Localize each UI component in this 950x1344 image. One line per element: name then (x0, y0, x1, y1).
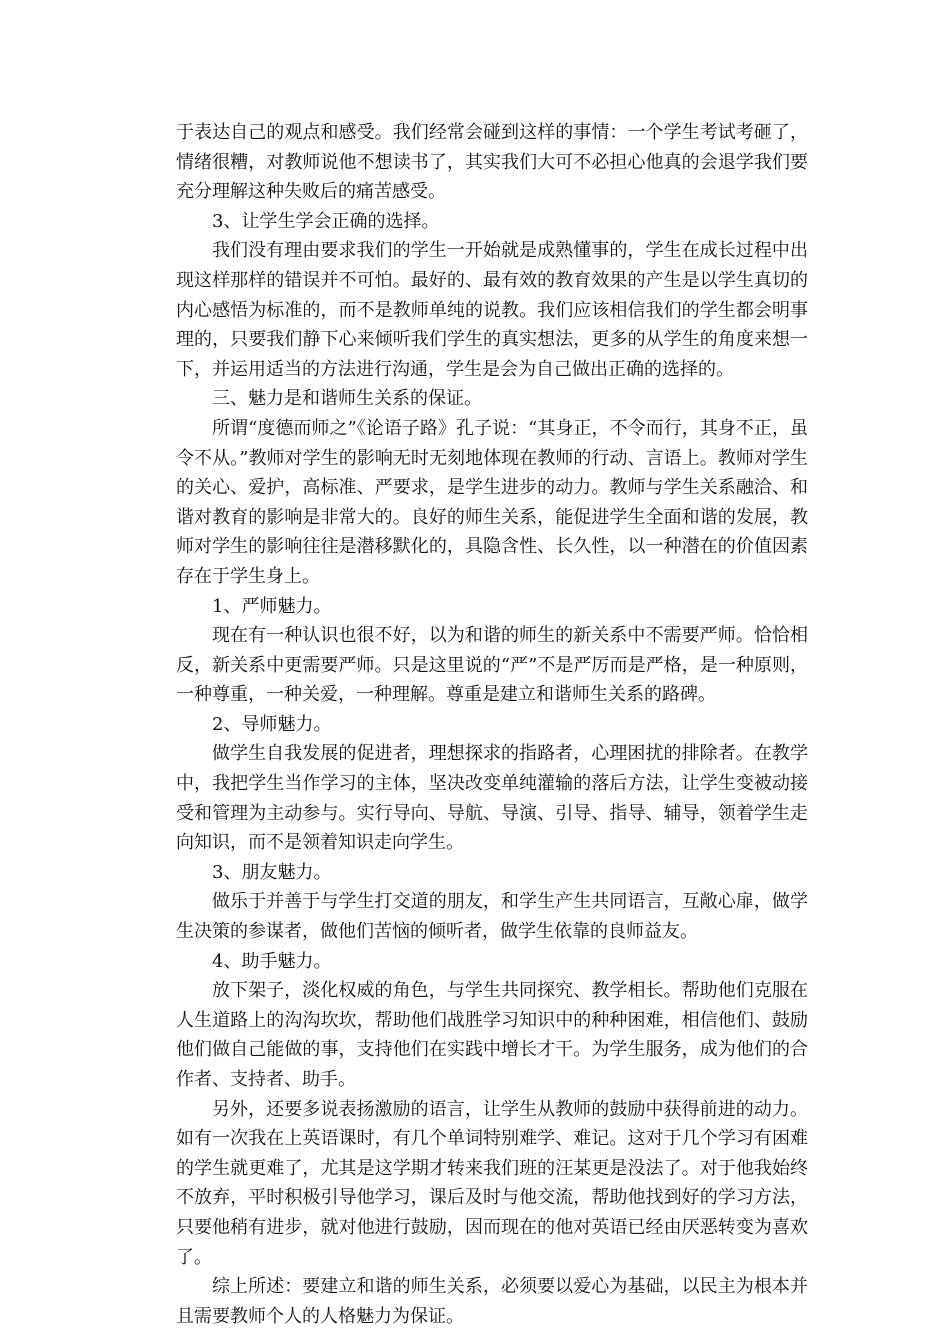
section-heading-charm: 三、魅力是和谐师生关系的保证。 (212, 388, 482, 410)
paragraph-charm: 所谓“度德而师之”《论语子路》孔子说：“其身正，不令而行，其身不正，虽令不从。”教师对学生的影响无时无刻地体现在教师的行动、言语上。教师对学生的关心、爱护，高标准、严要求，是学生进步的动力。教师与学生关系融洽、和谐对教育的影响是非常大的。良好的师生关系，能促进学生全面和谐的发展，教师对学生的影响往往是潜移默化的，具隐含性、长久性，以一种潜在的价值因素存在于学生身上。 (176, 417, 808, 587)
subheading-strict-teacher: 1、严师魅力。 (212, 595, 332, 617)
paragraph-strict-teacher: 现在有一种认识也很不好，以为和谐的师生的新关系中不需要严师。恰恰相反，新关系中更需要严师。只是这里说的“严”不是严厉而是严格，是一种原则，一种尊重，一种关爱，一种理解。尊重是建立和谐师生关系的路碑。 (176, 625, 808, 706)
paragraph-conclusion: 综上所述：要建立和谐的师生关系，必须要以爱心为基础，以民主为根本并且需要教师个人的人格魅力为保证。 (176, 1276, 808, 1327)
subheading-mentor: 2、导师魅力。 (212, 713, 332, 735)
paragraph-correct-choice: 我们没有理由要求我们的学生一开始就是成熟懂事的，学生在成长过程中出现这样那样的错误并不可怕。最好的、最有效的教育效果的产生是以学生真切的内心感悟为标准的，而不是教师单纯的说教。我们应该相信我们的学生都会明事理的，只要我们静下心来倾听我们学生的真实想法，更多的从学生的角度来想一下，并运用适当的方法进行沟通，学生是会为自己做出正确的选择的。 (176, 240, 808, 380)
document-page (176, 118, 808, 1331)
subheading-assistant: 4、助手魅力。 (212, 950, 332, 972)
paragraph-mentor: 做学生自我发展的促进者，理想探求的指路者，心理困扰的排除者。在教学中，我把学生当作学习的主体，坚决改变单纯灌输的落后方法，让学生变被动接受和管理为主动参与。实行导向、导航、导演、引导、指导、辅导，领着学生走向知识，而不是领着知识走向学生。 (176, 743, 808, 854)
paragraph-encouragement: 另外，还要多说表扬激励的语言，让学生从教师的鼓励中获得前进的动力。如有一次我在上英语课时，有几个单词特别难学、难记。这对于几个学习有困难的学生就更难了，尤其是这学期才转来我们班的汪某更是没法了。对于他我始终不放弃，平时积极引导他学习，课后及时与他交流，帮助他找到好的学习方法，只要他稍有进步，就对他进行鼓励，因而现在的他对英语已经由厌恶转变为喜欢了。 (176, 1098, 808, 1268)
subheading-friend: 3、朋友魅力。 (212, 861, 332, 883)
subheading-correct-choice: 3、让学生学会正确的选择。 (212, 210, 440, 232)
paragraph-continuation: 于表达自己的观点和感受。我们经常会碰到这样的事情：一个学生考试考砸了，情绪很糟，对教师说他不想读书了，其实我们大可不必担心他真的会退学我们要充分理解这种失败后的痛苦感受。 (176, 122, 808, 203)
paragraph-friend: 做乐于并善于与学生打交道的朋友，和学生产生共同语言，互敞心扉，做学生决策的参谋者，做他们苦恼的倾听者，做学生依靠的良师益友。 (176, 891, 808, 943)
paragraph-assistant: 放下架子，淡化权威的角色，与学生共同探究、教学相长。帮助他们克服在人生道路上的沟沟坎坎，帮助他们战胜学习知识中的种种困难，相信他们、鼓励他们做自己能做的事，支持他们在实践中增长才干。为学生服务，成为他们的合作者、支持者、助手。 (176, 980, 808, 1090)
